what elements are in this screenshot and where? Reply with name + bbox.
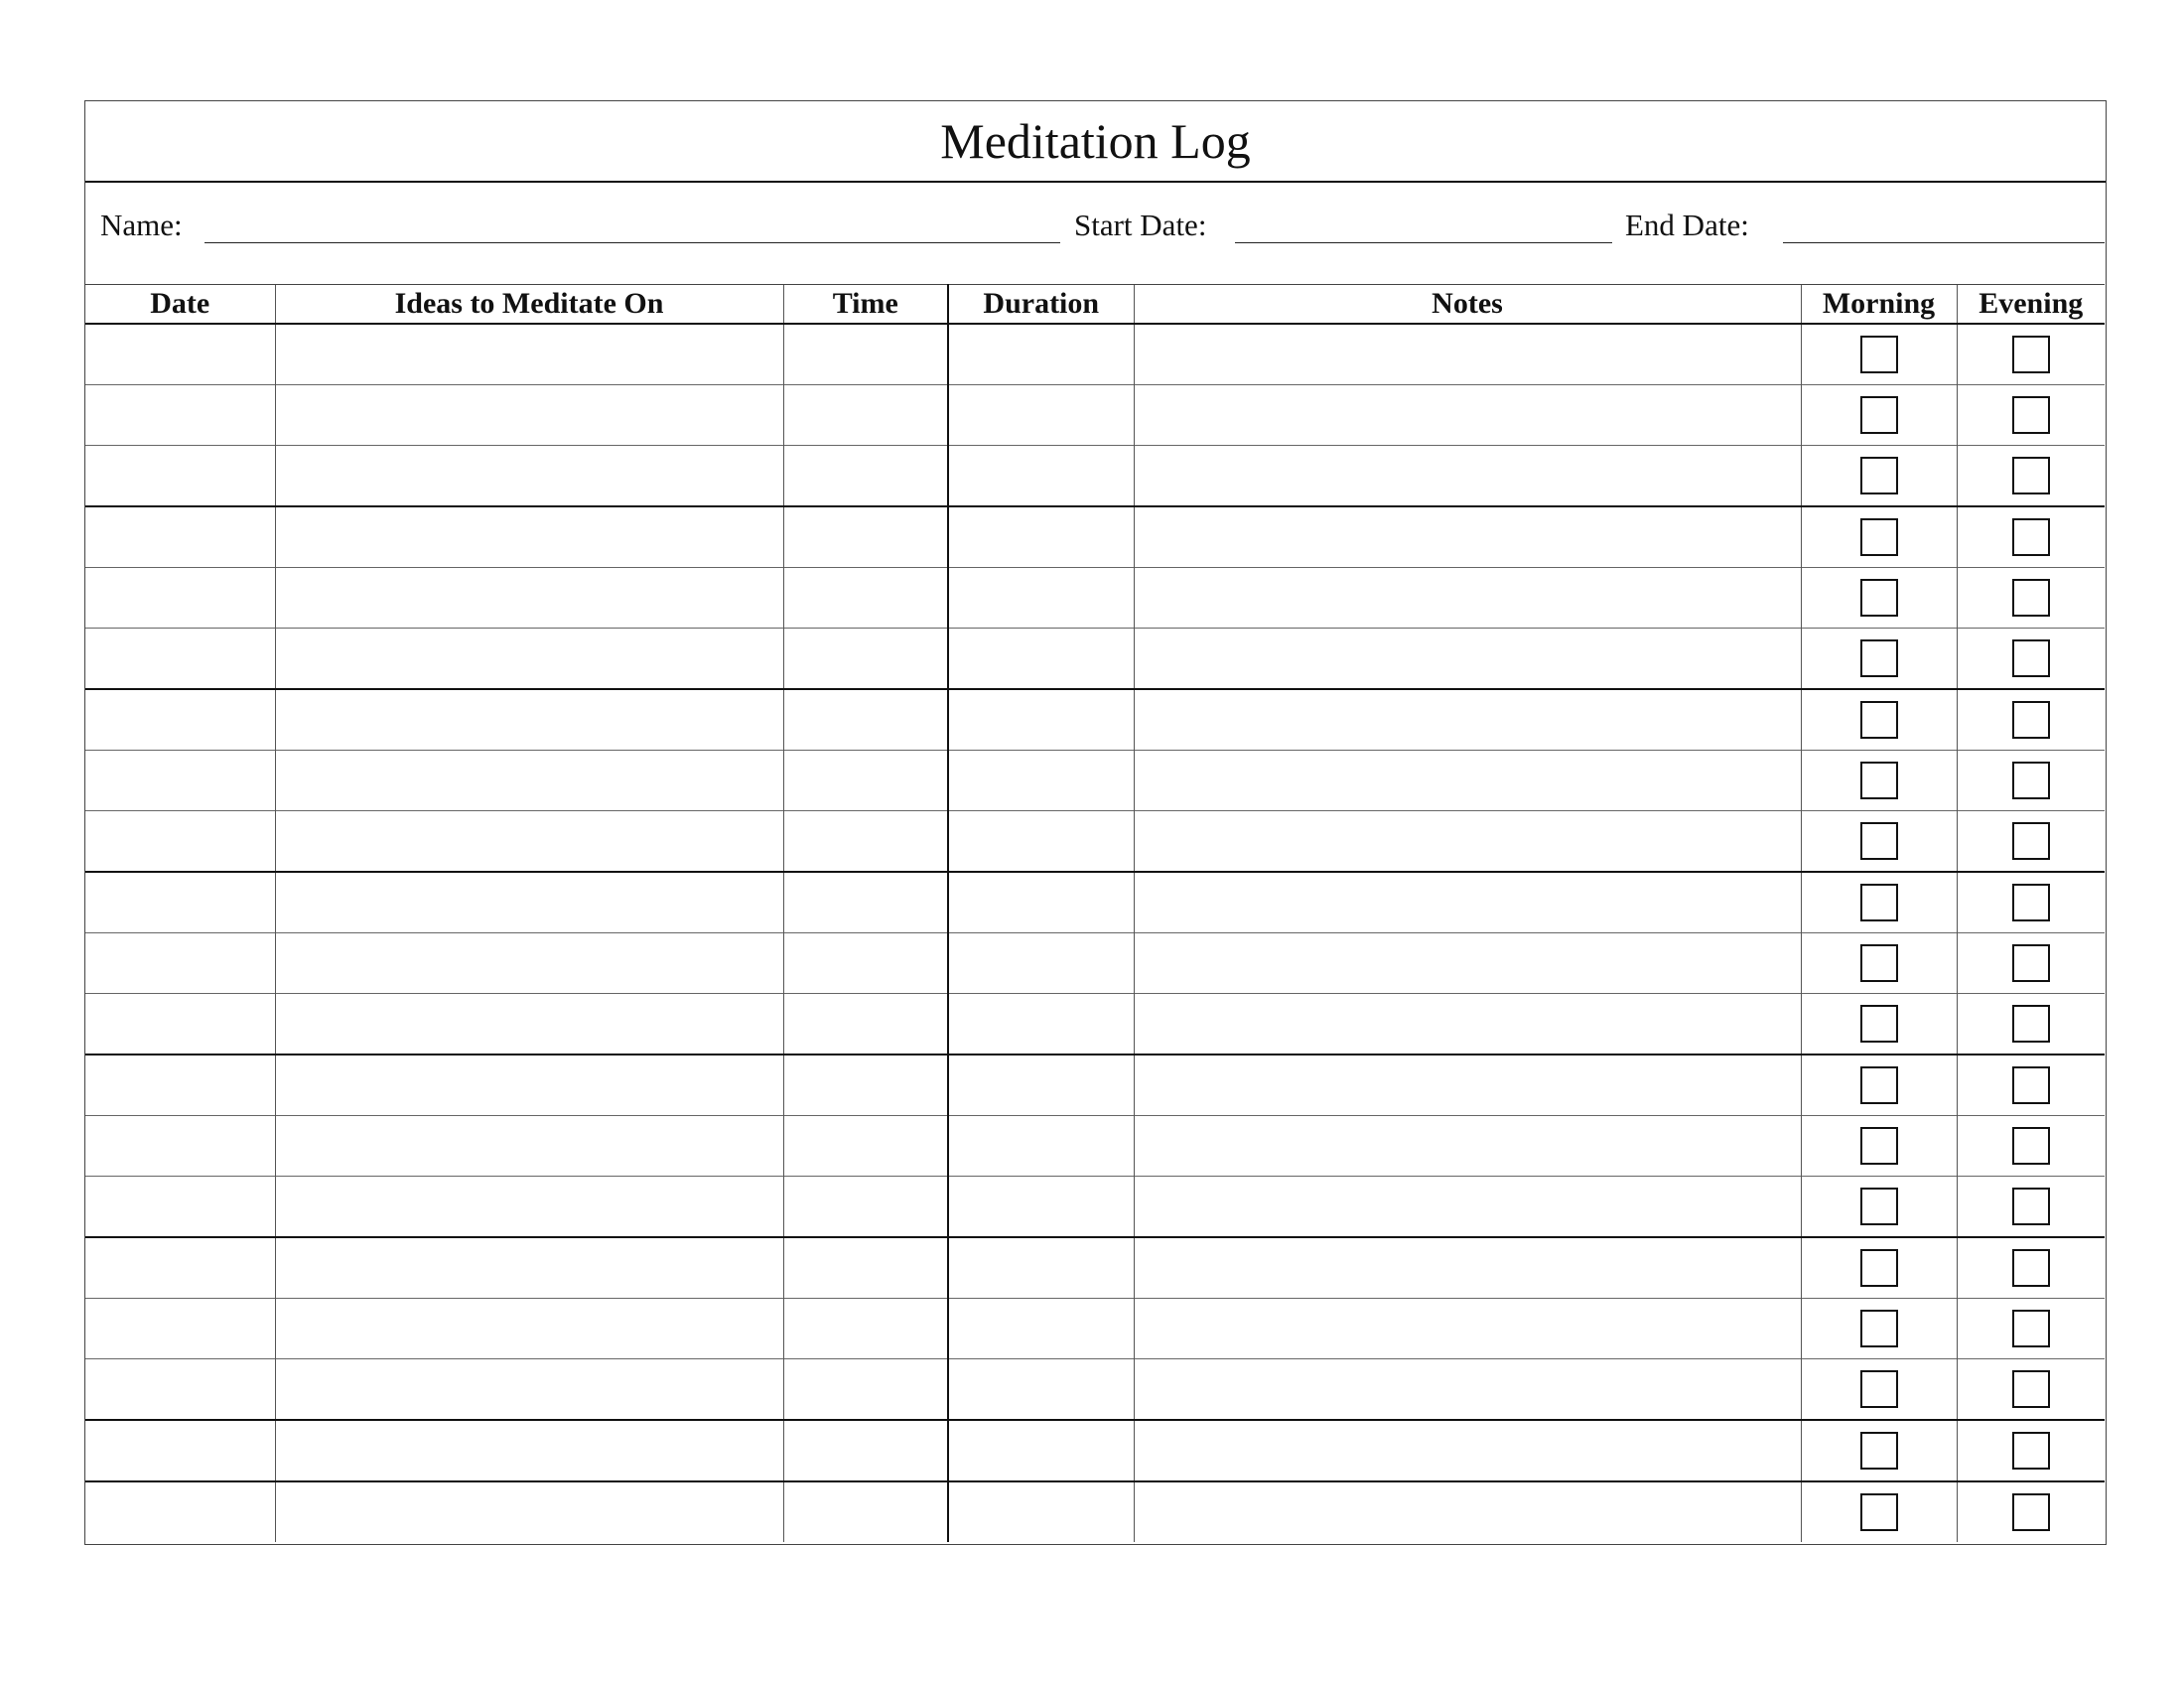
evening-checkbox[interactable] <box>2012 579 2050 617</box>
morning-checkbox[interactable] <box>1860 1432 1898 1470</box>
evening-cell <box>1957 689 2105 751</box>
evening-cell <box>1957 933 2105 994</box>
evening-checkbox[interactable] <box>2012 884 2050 921</box>
time-cell[interactable] <box>783 811 948 873</box>
duration-cell[interactable] <box>948 1055 1134 1116</box>
table-row <box>85 751 2105 811</box>
evening-checkbox[interactable] <box>2012 639 2050 677</box>
duration-cell[interactable] <box>948 994 1134 1055</box>
name-label: Name: <box>100 208 183 242</box>
ideas-cell[interactable] <box>275 506 783 568</box>
notes-cell[interactable] <box>1134 994 1801 1055</box>
time-cell[interactable] <box>783 1299 948 1359</box>
notes-cell[interactable] <box>1134 1055 1801 1116</box>
notes-cell[interactable] <box>1134 568 1801 629</box>
notes-cell[interactable] <box>1134 1177 1801 1238</box>
log-table <box>85 284 2105 1542</box>
date-cell[interactable] <box>85 751 275 811</box>
table-row <box>85 994 2105 1055</box>
morning-checkbox[interactable] <box>1860 579 1898 617</box>
evening-checkbox[interactable] <box>2012 1005 2050 1043</box>
column-header-evening: Evening <box>1957 285 2105 325</box>
morning-cell <box>1801 446 1957 507</box>
date-cell[interactable] <box>85 1237 275 1299</box>
ideas-cell[interactable] <box>275 1116 783 1177</box>
time-cell[interactable] <box>783 872 948 933</box>
column-header-duration: Duration <box>948 285 1134 325</box>
ideas-cell[interactable] <box>275 446 783 507</box>
time-cell[interactable] <box>783 933 948 994</box>
duration-cell[interactable] <box>948 1237 1134 1299</box>
ideas-cell[interactable] <box>275 1055 783 1116</box>
table-row <box>85 1420 2105 1481</box>
duration-cell[interactable] <box>948 811 1134 873</box>
date-cell[interactable] <box>85 1177 275 1238</box>
start-date-label: Start Date: <box>1074 208 1207 242</box>
evening-cell <box>1957 446 2105 507</box>
date-cell[interactable] <box>85 1481 275 1542</box>
morning-checkbox[interactable] <box>1860 822 1898 860</box>
table-row <box>85 1116 2105 1177</box>
morning-checkbox[interactable] <box>1860 1066 1898 1104</box>
morning-checkbox[interactable] <box>1860 884 1898 921</box>
evening-cell <box>1957 1481 2105 1542</box>
name-field[interactable] <box>205 242 1060 243</box>
evening-checkbox[interactable] <box>2012 457 2050 494</box>
time-cell[interactable] <box>783 385 948 446</box>
date-cell[interactable] <box>85 629 275 690</box>
morning-checkbox[interactable] <box>1860 457 1898 494</box>
date-cell[interactable] <box>85 1299 275 1359</box>
evening-cell <box>1957 811 2105 873</box>
notes-cell[interactable] <box>1134 933 1801 994</box>
end-date-label: End Date: <box>1625 208 1749 242</box>
date-cell[interactable] <box>85 385 275 446</box>
date-cell[interactable] <box>85 994 275 1055</box>
notes-cell[interactable] <box>1134 1237 1801 1299</box>
evening-cell <box>1957 568 2105 629</box>
morning-checkbox[interactable] <box>1860 336 1898 373</box>
evening-cell <box>1957 872 2105 933</box>
column-header-notes: Notes <box>1134 285 1801 325</box>
notes-cell[interactable] <box>1134 446 1801 507</box>
duration-cell[interactable] <box>948 1359 1134 1421</box>
morning-cell <box>1801 568 1957 629</box>
morning-checkbox[interactable] <box>1860 639 1898 677</box>
morning-cell <box>1801 1299 1957 1359</box>
morning-cell <box>1801 811 1957 873</box>
date-cell[interactable] <box>85 446 275 507</box>
meditation-log-sheet <box>84 100 2107 1545</box>
duration-cell[interactable] <box>948 446 1134 507</box>
morning-cell <box>1801 1420 1957 1481</box>
table-row <box>85 446 2105 507</box>
start-date-field[interactable] <box>1235 242 1612 243</box>
evening-cell <box>1957 1299 2105 1359</box>
table-row <box>85 811 2105 873</box>
evening-cell <box>1957 385 2105 446</box>
morning-checkbox[interactable] <box>1860 1188 1898 1225</box>
morning-cell <box>1801 751 1957 811</box>
column-header-ideas: Ideas to Meditate On <box>275 285 783 325</box>
date-cell[interactable] <box>85 933 275 994</box>
date-cell[interactable] <box>85 324 275 385</box>
morning-checkbox[interactable] <box>1860 396 1898 434</box>
duration-cell[interactable] <box>948 324 1134 385</box>
morning-checkbox[interactable] <box>1860 518 1898 556</box>
notes-cell[interactable] <box>1134 506 1801 568</box>
duration-cell[interactable] <box>948 568 1134 629</box>
ideas-cell[interactable] <box>275 933 783 994</box>
notes-cell[interactable] <box>1134 1420 1801 1481</box>
morning-cell <box>1801 324 1957 385</box>
ideas-cell[interactable] <box>275 1359 783 1421</box>
date-cell[interactable] <box>85 1116 275 1177</box>
evening-checkbox[interactable] <box>2012 1493 2050 1531</box>
time-cell[interactable] <box>783 506 948 568</box>
evening-cell <box>1957 324 2105 385</box>
date-cell[interactable] <box>85 1359 275 1421</box>
evening-checkbox[interactable] <box>2012 822 2050 860</box>
duration-cell[interactable] <box>948 1299 1134 1359</box>
evening-cell <box>1957 994 2105 1055</box>
notes-cell[interactable] <box>1134 629 1801 690</box>
morning-cell <box>1801 1359 1957 1421</box>
duration-cell[interactable] <box>948 872 1134 933</box>
evening-cell <box>1957 629 2105 690</box>
duration-cell[interactable] <box>948 1177 1134 1238</box>
evening-cell <box>1957 751 2105 811</box>
morning-checkbox[interactable] <box>1860 1310 1898 1347</box>
time-cell[interactable] <box>783 324 948 385</box>
date-cell[interactable] <box>85 689 275 751</box>
evening-checkbox[interactable] <box>2012 762 2050 799</box>
date-cell[interactable] <box>85 1055 275 1116</box>
morning-cell <box>1801 1237 1957 1299</box>
notes-cell[interactable] <box>1134 385 1801 446</box>
table-row <box>85 506 2105 568</box>
time-cell[interactable] <box>783 1177 948 1238</box>
evening-checkbox[interactable] <box>2012 701 2050 739</box>
morning-checkbox[interactable] <box>1860 1370 1898 1408</box>
info-row <box>85 183 2106 284</box>
evening-cell <box>1957 1237 2105 1299</box>
morning-cell <box>1801 1481 1957 1542</box>
table-row <box>85 1177 2105 1238</box>
date-cell[interactable] <box>85 568 275 629</box>
date-cell[interactable] <box>85 811 275 873</box>
duration-cell[interactable] <box>948 1420 1134 1481</box>
time-cell[interactable] <box>783 629 948 690</box>
table-row <box>85 872 2105 933</box>
table-row <box>85 1055 2105 1116</box>
morning-cell <box>1801 1177 1957 1238</box>
ideas-cell[interactable] <box>275 324 783 385</box>
ideas-cell[interactable] <box>275 1237 783 1299</box>
ideas-cell[interactable] <box>275 689 783 751</box>
morning-checkbox[interactable] <box>1860 1493 1898 1531</box>
notes-cell[interactable] <box>1134 751 1801 811</box>
ideas-cell[interactable] <box>275 385 783 446</box>
notes-cell[interactable] <box>1134 1359 1801 1421</box>
evening-checkbox[interactable] <box>2012 1370 2050 1408</box>
evening-checkbox[interactable] <box>2012 396 2050 434</box>
table-row <box>85 1299 2105 1359</box>
table-row <box>85 1481 2105 1542</box>
duration-cell[interactable] <box>948 689 1134 751</box>
header-row <box>85 285 2105 325</box>
table-row <box>85 568 2105 629</box>
table-row <box>85 385 2105 446</box>
time-cell[interactable] <box>783 1116 948 1177</box>
duration-cell[interactable] <box>948 1116 1134 1177</box>
date-cell[interactable] <box>85 506 275 568</box>
time-cell[interactable] <box>783 1359 948 1421</box>
table-row <box>85 689 2105 751</box>
duration-cell[interactable] <box>948 933 1134 994</box>
notes-cell[interactable] <box>1134 1481 1801 1542</box>
evening-checkbox[interactable] <box>2012 1249 2050 1287</box>
evening-cell <box>1957 1116 2105 1177</box>
morning-cell <box>1801 385 1957 446</box>
ideas-cell[interactable] <box>275 1420 783 1481</box>
notes-cell[interactable] <box>1134 689 1801 751</box>
page-title: Meditation Log <box>85 101 2106 183</box>
time-cell[interactable] <box>783 568 948 629</box>
evening-checkbox[interactable] <box>2012 1127 2050 1165</box>
date-cell[interactable] <box>85 872 275 933</box>
morning-checkbox[interactable] <box>1860 944 1898 982</box>
date-cell[interactable] <box>85 1420 275 1481</box>
morning-cell <box>1801 1116 1957 1177</box>
evening-checkbox[interactable] <box>2012 944 2050 982</box>
ideas-cell[interactable] <box>275 629 783 690</box>
morning-cell <box>1801 689 1957 751</box>
evening-checkbox[interactable] <box>2012 1432 2050 1470</box>
morning-cell <box>1801 629 1957 690</box>
end-date-field[interactable] <box>1783 242 2105 243</box>
time-cell[interactable] <box>783 994 948 1055</box>
morning-checkbox[interactable] <box>1860 701 1898 739</box>
notes-cell[interactable] <box>1134 324 1801 385</box>
evening-checkbox[interactable] <box>2012 336 2050 373</box>
time-cell[interactable] <box>783 1237 948 1299</box>
morning-checkbox[interactable] <box>1860 762 1898 799</box>
evening-checkbox[interactable] <box>2012 1188 2050 1225</box>
evening-cell <box>1957 506 2105 568</box>
ideas-cell[interactable] <box>275 811 783 873</box>
time-cell[interactable] <box>783 689 948 751</box>
column-header-morning: Morning <box>1801 285 1957 325</box>
notes-cell[interactable] <box>1134 1116 1801 1177</box>
time-cell[interactable] <box>783 1420 948 1481</box>
time-cell[interactable] <box>783 1481 948 1542</box>
time-cell[interactable] <box>783 1055 948 1116</box>
ideas-cell[interactable] <box>275 1481 783 1542</box>
time-cell[interactable] <box>783 751 948 811</box>
table-row <box>85 1237 2105 1299</box>
ideas-cell[interactable] <box>275 568 783 629</box>
morning-cell <box>1801 1055 1957 1116</box>
table-row <box>85 629 2105 690</box>
column-header-date: Date <box>85 285 275 325</box>
notes-cell[interactable] <box>1134 811 1801 873</box>
evening-checkbox[interactable] <box>2012 518 2050 556</box>
morning-cell <box>1801 933 1957 994</box>
evening-cell <box>1957 1420 2105 1481</box>
duration-cell[interactable] <box>948 751 1134 811</box>
log-body <box>85 324 2105 1542</box>
ideas-cell[interactable] <box>275 1299 783 1359</box>
ideas-cell[interactable] <box>275 751 783 811</box>
evening-cell <box>1957 1055 2105 1116</box>
morning-checkbox[interactable] <box>1860 1127 1898 1165</box>
table-row <box>85 933 2105 994</box>
evening-cell <box>1957 1177 2105 1238</box>
morning-cell <box>1801 506 1957 568</box>
column-header-time: Time <box>783 285 948 325</box>
evening-checkbox[interactable] <box>2012 1066 2050 1104</box>
time-cell[interactable] <box>783 446 948 507</box>
evening-cell <box>1957 1359 2105 1421</box>
duration-cell[interactable] <box>948 385 1134 446</box>
ideas-cell[interactable] <box>275 1177 783 1238</box>
ideas-cell[interactable] <box>275 994 783 1055</box>
duration-cell[interactable] <box>948 629 1134 690</box>
evening-checkbox[interactable] <box>2012 1310 2050 1347</box>
ideas-cell[interactable] <box>275 872 783 933</box>
morning-checkbox[interactable] <box>1860 1005 1898 1043</box>
duration-cell[interactable] <box>948 1481 1134 1542</box>
morning-checkbox[interactable] <box>1860 1249 1898 1287</box>
morning-cell <box>1801 994 1957 1055</box>
morning-cell <box>1801 872 1957 933</box>
notes-cell[interactable] <box>1134 1299 1801 1359</box>
notes-cell[interactable] <box>1134 872 1801 933</box>
duration-cell[interactable] <box>948 506 1134 568</box>
table-row <box>85 1359 2105 1421</box>
table-row <box>85 324 2105 385</box>
